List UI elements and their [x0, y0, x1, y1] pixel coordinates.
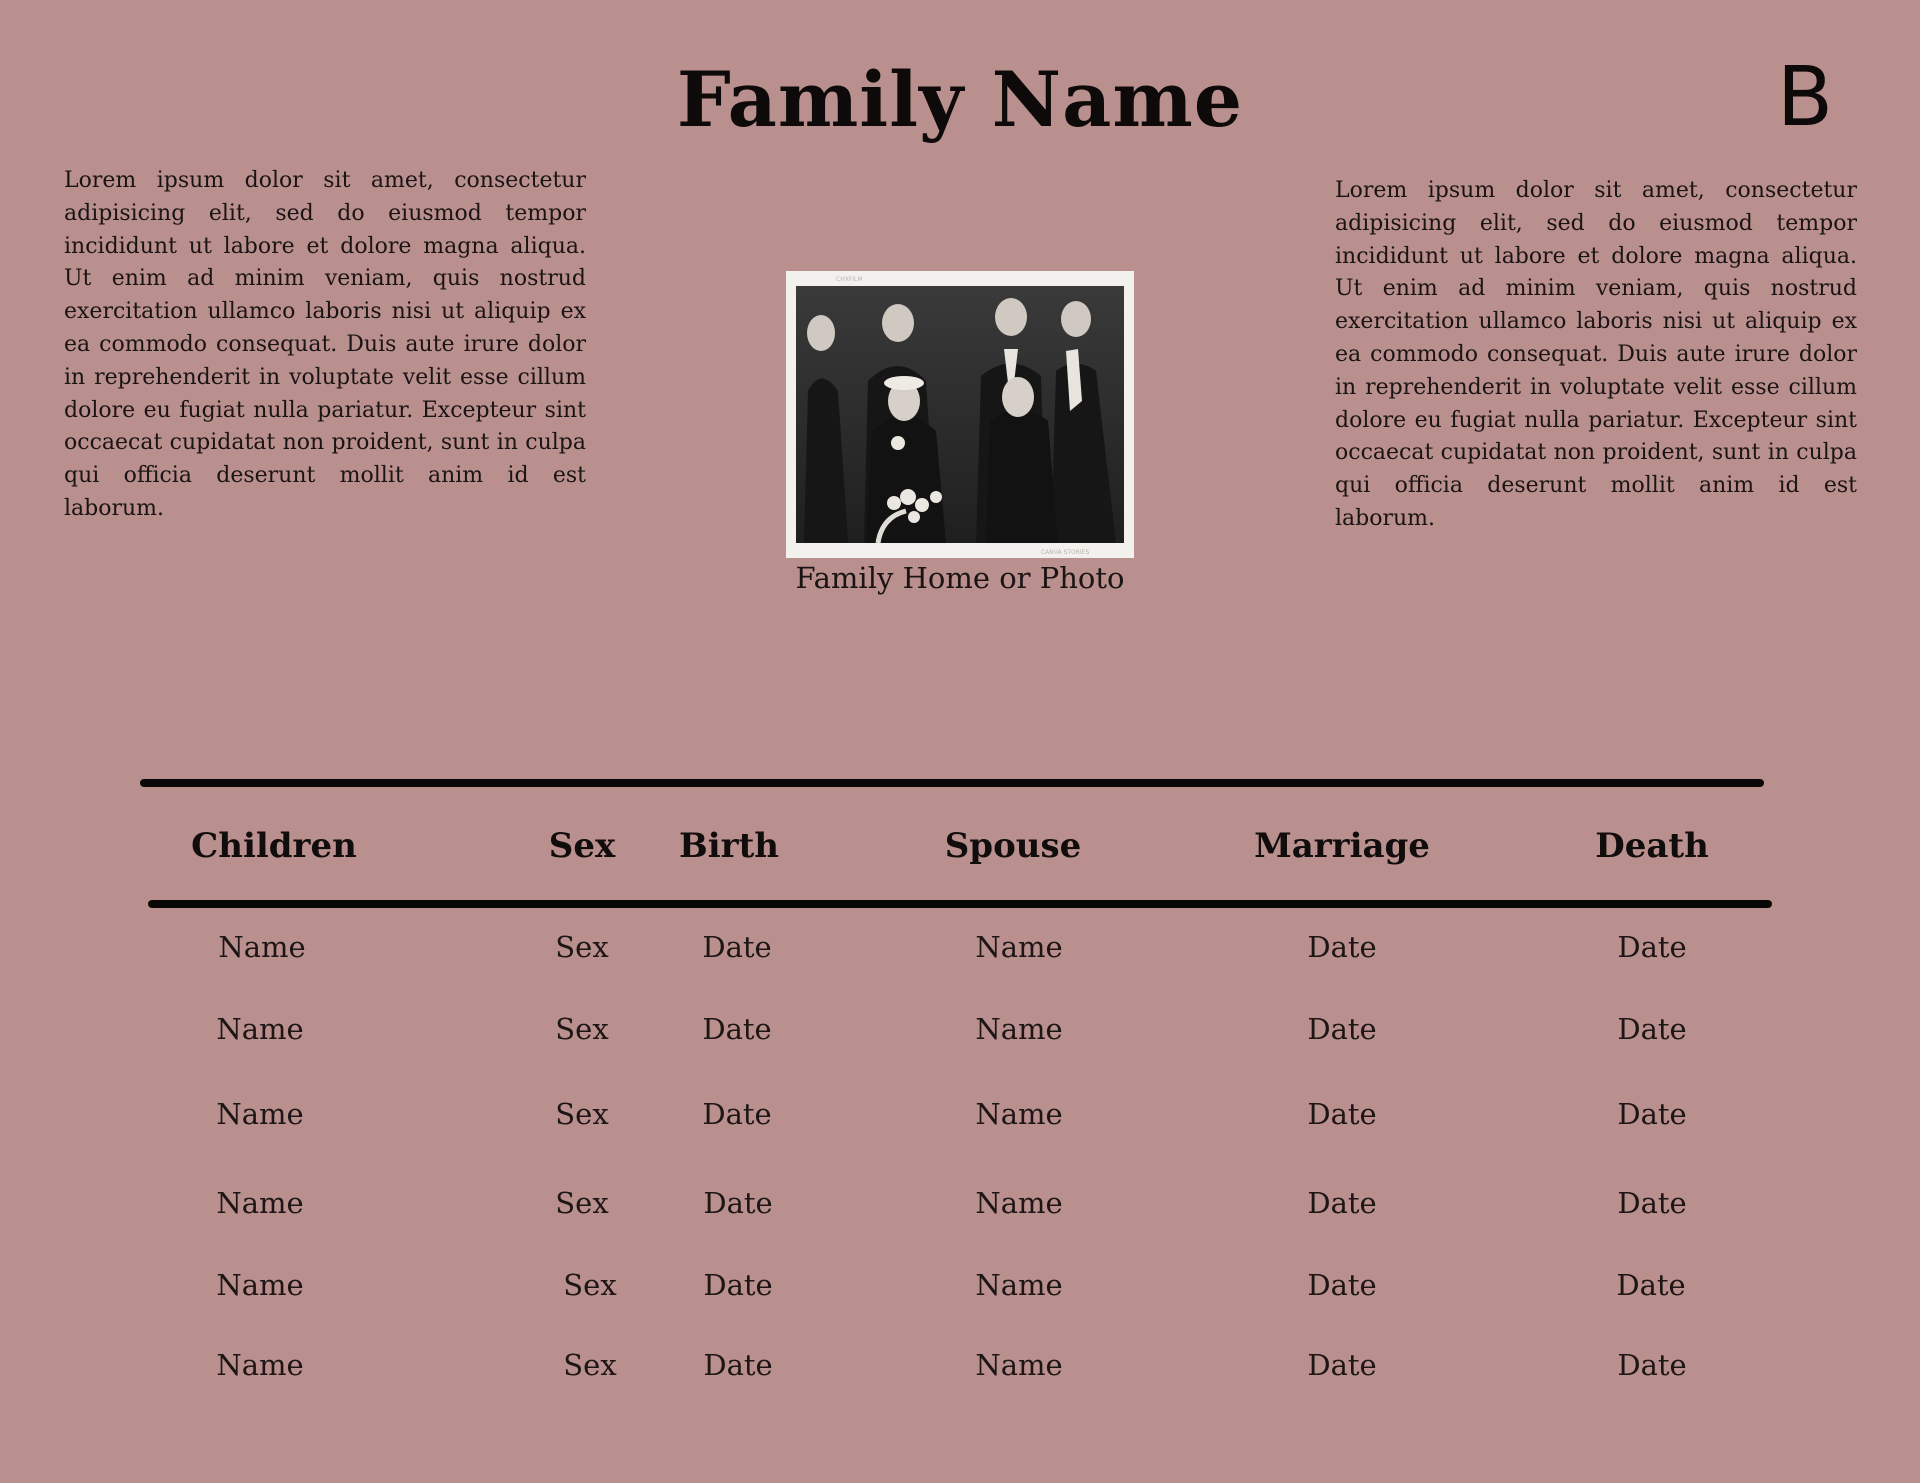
cell-child-name: Name [216, 1012, 304, 1046]
header-birth: Birth [679, 826, 779, 866]
page-title: Family Name [676, 55, 1244, 144]
cell-sex: Sex [555, 1097, 609, 1131]
cell-death: Date [1617, 1186, 1687, 1220]
cell-birth: Date [702, 1012, 772, 1046]
cell-child-name: Name [216, 1186, 304, 1220]
cell-marriage: Date [1307, 1012, 1377, 1046]
family-photo [786, 271, 1134, 558]
cell-spouse: Name [975, 930, 1063, 964]
cell-birth: Date [703, 1268, 773, 1302]
cell-sex: Sex [555, 1012, 609, 1046]
cell-child-name: Name [216, 1348, 304, 1382]
header-sex: Sex [548, 826, 616, 866]
cell-spouse: Name [975, 1097, 1063, 1131]
intro-text-right: Lorem ipsum dolor sit amet, consectetur adipisicing elit, sed do eiusmod tempor incididunt ut labore et dolore magna aliqua. Ut enim ad minim veniam, quis nostrud exercitation ullamco laboris nisi ut aliquip ex ea commodo consequat. Duis aute irure dolor in reprehenderit in voluptate velit esse cillum dolore eu fugiat nulla pariatur. Excepteur sint occaecat cupidatat non proident, sunt in culpa qui officia deserunt mollit anim id est laborum. [1335, 178, 1857, 531]
cell-death: Date [1617, 1012, 1687, 1046]
cell-marriage: Date [1307, 1186, 1377, 1220]
cell-death: Date [1617, 1348, 1687, 1382]
cell-birth: Date [703, 1186, 773, 1220]
cell-marriage: Date [1307, 1268, 1377, 1302]
header-children: Children [191, 826, 357, 866]
cell-death: Date [1617, 930, 1687, 964]
cell-sex: Sex [563, 1268, 617, 1302]
cell-spouse: Name [975, 1012, 1063, 1046]
cell-birth: Date [702, 1097, 772, 1131]
table-top-rule [140, 779, 1764, 787]
cell-marriage: Date [1307, 1348, 1377, 1382]
page-letter: B [1776, 50, 1834, 145]
cell-child-name: Name [216, 1268, 304, 1302]
cell-death: Date [1617, 1097, 1687, 1131]
cell-sex: Sex [563, 1348, 617, 1382]
cell-spouse: Name [975, 1268, 1063, 1302]
cell-child-name: Name [218, 930, 306, 964]
cell-marriage: Date [1307, 930, 1377, 964]
table-header-rule [148, 900, 1772, 908]
cell-spouse: Name [975, 1186, 1063, 1220]
header-death: Death [1595, 826, 1709, 866]
intro-text-left: Lorem ipsum dolor sit amet, consectetur adipisicing elit, sed do eiusmod tempor incididunt ut labore et dolore magna aliqua. Ut enim ad minim veniam, quis nostrud exercitation ullamco laboris nisi ut aliquip ex ea commodo consequat. Duis aute irure dolor in reprehenderit in voluptate velit esse cillum dolore eu fugiat nulla pariatur. Excepteur sint occaecat cupidatat non proident, sunt in culpa qui officia deserunt mollit anim id est laborum. [64, 168, 586, 521]
cell-death: Date [1616, 1268, 1686, 1302]
cell-child-name: Name [216, 1097, 304, 1131]
cell-marriage: Date [1307, 1097, 1377, 1131]
header-spouse: Spouse [944, 826, 1082, 866]
svg-text:CANVA STORIES: CANVA STORIES [1041, 549, 1090, 556]
cell-birth: Date [702, 930, 772, 964]
cell-sex: Sex [555, 1186, 609, 1220]
cell-sex: Sex [555, 930, 609, 964]
svg-text:CHXFILM: CHXFILM [836, 276, 863, 283]
cell-spouse: Name [975, 1348, 1063, 1382]
photo-caption: Family Home or Photo [795, 561, 1125, 595]
header-marriage: Marriage [1254, 826, 1430, 866]
cell-birth: Date [703, 1348, 773, 1382]
